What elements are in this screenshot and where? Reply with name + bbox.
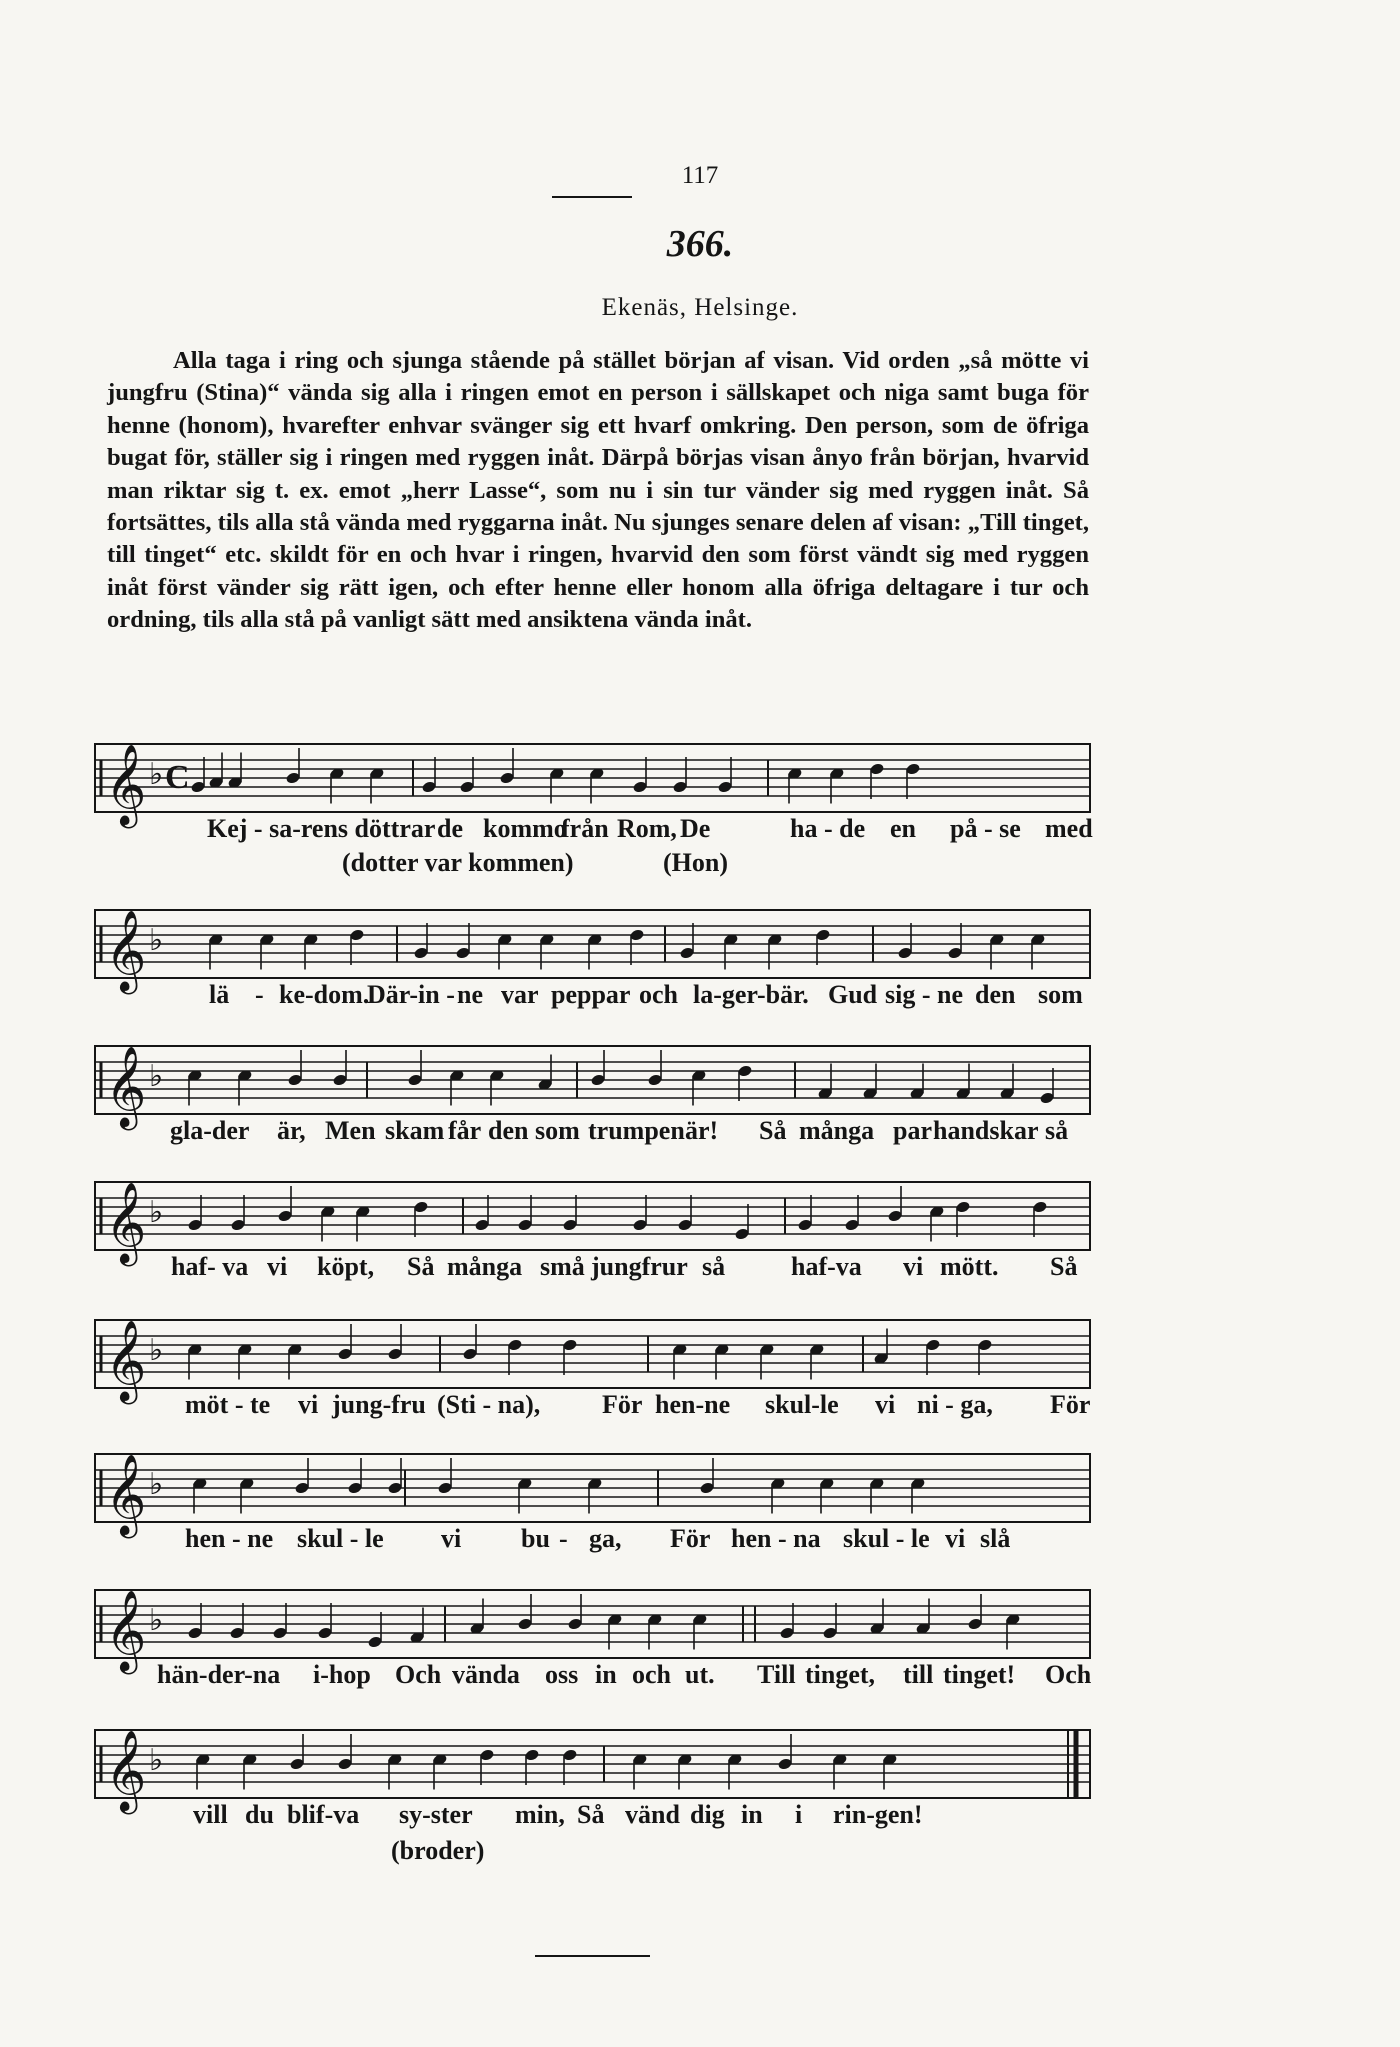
lyric: Där-in - [367, 980, 455, 1009]
lyric: Så [759, 1116, 787, 1145]
lyric: dig [690, 1800, 725, 1829]
lyric: vi [267, 1252, 288, 1281]
lyric: För [602, 1390, 643, 1419]
lyric: peppar [551, 980, 631, 1009]
treble-clef-icon: 𝄞 [105, 743, 147, 825]
lyric: vi [875, 1390, 896, 1419]
lyric: och [639, 980, 678, 1009]
lyric: De [680, 814, 711, 843]
lyric: så [702, 1252, 726, 1281]
place-heading: Ekenäs, Helsinge. [601, 294, 799, 321]
lyric: par [893, 1116, 932, 1145]
lyric: många [447, 1252, 523, 1281]
lyric: mött. [940, 1252, 999, 1281]
lyric: vi [441, 1524, 462, 1553]
lyric: så [1045, 1116, 1069, 1145]
lyric: trumpen [588, 1116, 685, 1145]
lyric: vill [193, 1800, 228, 1829]
staff-1 [95, 722, 1095, 825]
alt-lyric: (dotter var kommen) [342, 848, 574, 877]
music-system-6 [95, 1432, 1095, 1562]
lyrics-row-2 [95, 980, 1095, 1014]
instructions-text: Alla taga i ring och sjunga stående på stället början af visan. Vid orden „så mötte vi jungfru (Stina)“ vända sig alla i ringen emot en person i sällskapet och niga samt buga för henne (honom), hvarefter enhvar svänger sig ett hvarf omkring. Den person, som de öfriga bugat för, ställer sig i ringen med ryggen inåt. Därpå börjas visan ånyo från början, hvarvid man riktar sig t. ex. emot „herr Lasse“, som nu i sin tur vänder sig med ryggen inåt. Så fortsättes, tils alla stå vända med ryggarna inåt. Nu sjunges senare delen af visan: „Till tinget, till tinget“ etc. skildt för en och hvar i ringen, hvarvid den som först vändt sig med ryggen inåt först vänder sig rätt igen, och efter henne eller honom alla öfriga deltagare i tur och ordning, tils alla stå på vanligt sätt med ansiktena vända inåt. [107, 347, 1089, 634]
lyric: vi [298, 1390, 319, 1419]
lyric: i-hop [313, 1660, 371, 1689]
lyric: som [1038, 980, 1083, 1009]
lyric: ni - ga, [917, 1390, 993, 1419]
staff-4 [95, 1160, 1095, 1263]
lyric: med [1045, 814, 1093, 843]
staff-5 [95, 1298, 1095, 1401]
lyric: min, [515, 1800, 565, 1829]
staff-7 [95, 1568, 1095, 1671]
lyric: som [535, 1116, 580, 1145]
lyric: skul - le [297, 1524, 384, 1553]
lyric: hen - ne [185, 1524, 274, 1553]
lyric: till [903, 1660, 934, 1689]
lyric: Rom, [617, 814, 677, 843]
lyric: de [437, 814, 463, 843]
music-system-5 [95, 1298, 1095, 1428]
lyric: var [501, 980, 539, 1009]
treble-clef-icon: 𝄞 [105, 1589, 147, 1671]
lyric: skul-le [765, 1390, 839, 1419]
lyric: på - se [950, 814, 1021, 843]
flat-icon: ♭ [149, 1195, 164, 1230]
lyric: Till [757, 1660, 796, 1689]
lyric: lä [209, 980, 230, 1009]
lyric: vänd [625, 1800, 680, 1829]
lyric: många [799, 1116, 875, 1145]
treble-clef-icon: 𝄞 [105, 1453, 147, 1535]
music-system-1 [95, 722, 1095, 892]
song-number: 366. [666, 223, 734, 265]
page-number: 117 [681, 162, 719, 189]
lyric: en [890, 814, 916, 843]
lyric: och [632, 1660, 671, 1689]
flat-icon: ♭ [149, 1743, 164, 1778]
lyric: blif-va [287, 1800, 360, 1829]
staff-3 [95, 1024, 1095, 1127]
lyric: köpt, [317, 1252, 375, 1281]
staff-8 [95, 1708, 1095, 1811]
lyric: ne [457, 980, 483, 1009]
lyric: den [975, 980, 1016, 1009]
lyric: tinget! [943, 1660, 1016, 1689]
flat-icon: ♭ [149, 1467, 164, 1502]
lyric: vi [903, 1252, 924, 1281]
lyric: skul - le [843, 1524, 930, 1553]
lyric: Så [577, 1800, 605, 1829]
lyric: bu [521, 1524, 550, 1553]
lyric: ga, [589, 1524, 622, 1553]
lyric: - [255, 980, 264, 1009]
lyric: - [559, 1524, 568, 1553]
lyric: Och [395, 1660, 442, 1689]
lyric: jung-fru [332, 1390, 426, 1419]
music-system-3 [95, 1024, 1095, 1154]
alt-lyrics-row-8 [95, 1836, 1095, 1870]
lyric: vända [452, 1660, 520, 1689]
lyrics-row-7 [95, 1660, 1095, 1694]
lyric: (Sti - na), [437, 1390, 541, 1419]
lyric: För [1050, 1390, 1091, 1419]
lyric: hän-der-na [157, 1660, 281, 1689]
flat-icon: ♭ [149, 1059, 164, 1094]
page-number-rule [552, 196, 632, 198]
lyric: Så [1050, 1252, 1078, 1281]
lyric: tinget, [805, 1660, 876, 1689]
alt-lyrics-row-1 [95, 848, 1095, 882]
lyric: får [448, 1116, 482, 1145]
music-system-7 [95, 1568, 1095, 1698]
lyric: den [488, 1116, 529, 1145]
lyric: hen-ne [655, 1390, 731, 1419]
alt-lyric: (Hon) [663, 848, 728, 877]
lyric: sig - ne [885, 980, 963, 1009]
bottom-rule [535, 1955, 650, 1957]
lyric: från [561, 814, 609, 843]
lyric: är, [277, 1116, 306, 1145]
lyric: rin-gen! [833, 1800, 923, 1829]
lyrics-row-3 [95, 1116, 1095, 1150]
flat-icon: ♭ [149, 923, 164, 958]
lyrics-row-6 [95, 1524, 1095, 1558]
lyric: la-ger-bär. [693, 980, 809, 1009]
lyric: Gud [828, 980, 878, 1009]
music-system-4 [95, 1160, 1095, 1290]
lyric: ha - de [790, 814, 866, 843]
staff-6 [95, 1432, 1095, 1535]
lyric: haf- va [171, 1252, 249, 1281]
lyric: små [540, 1252, 585, 1281]
lyric: skam [385, 1116, 445, 1145]
lyric: hen - na [731, 1524, 821, 1553]
lyric: kommo [483, 814, 567, 843]
staff-2 [95, 888, 1095, 991]
lyric: du [245, 1800, 274, 1829]
lyric: ke-dom. [279, 980, 370, 1009]
lyrics-row-1 [95, 814, 1095, 848]
lyrics-row-5 [95, 1390, 1095, 1424]
lyric: slå [980, 1524, 1011, 1553]
flat-icon: ♭ [149, 1603, 164, 1638]
treble-clef-icon: 𝄞 [105, 909, 147, 991]
time-signature: C [165, 759, 190, 796]
treble-clef-icon: 𝄞 [105, 1729, 147, 1811]
lyric: in [595, 1660, 617, 1689]
lyric: haf-va [791, 1252, 862, 1281]
lyric: Och [1045, 1660, 1092, 1689]
lyric: in [741, 1800, 763, 1829]
lyrics-row-4 [95, 1252, 1095, 1286]
lyric: Kej - sa-rens döttrar [207, 814, 436, 843]
lyric: Men [325, 1116, 376, 1145]
alt-lyric: (broder) [391, 1836, 485, 1865]
flat-icon: ♭ [149, 757, 164, 792]
lyric: vi [945, 1524, 966, 1553]
treble-clef-icon: 𝄞 [105, 1181, 147, 1263]
treble-clef-icon: 𝄞 [105, 1319, 147, 1401]
lyric: Så [407, 1252, 435, 1281]
music-system-2 [95, 888, 1095, 1018]
lyric: sy-ster [399, 1800, 473, 1829]
lyric: i [795, 1800, 803, 1829]
lyric: gla-der [170, 1116, 250, 1145]
lyric: möt - te [185, 1390, 271, 1419]
lyric: oss [545, 1660, 579, 1689]
lyric: är! [685, 1116, 719, 1145]
lyric: jungfrur [591, 1252, 688, 1281]
lyric: handskar [933, 1116, 1039, 1145]
flat-icon: ♭ [149, 1333, 164, 1368]
treble-clef-icon: 𝄞 [105, 1045, 147, 1127]
lyric: För [670, 1524, 711, 1553]
lyrics-row-8 [95, 1800, 1095, 1834]
music-system-8 [95, 1708, 1095, 1878]
lyric: ut. [685, 1660, 715, 1689]
